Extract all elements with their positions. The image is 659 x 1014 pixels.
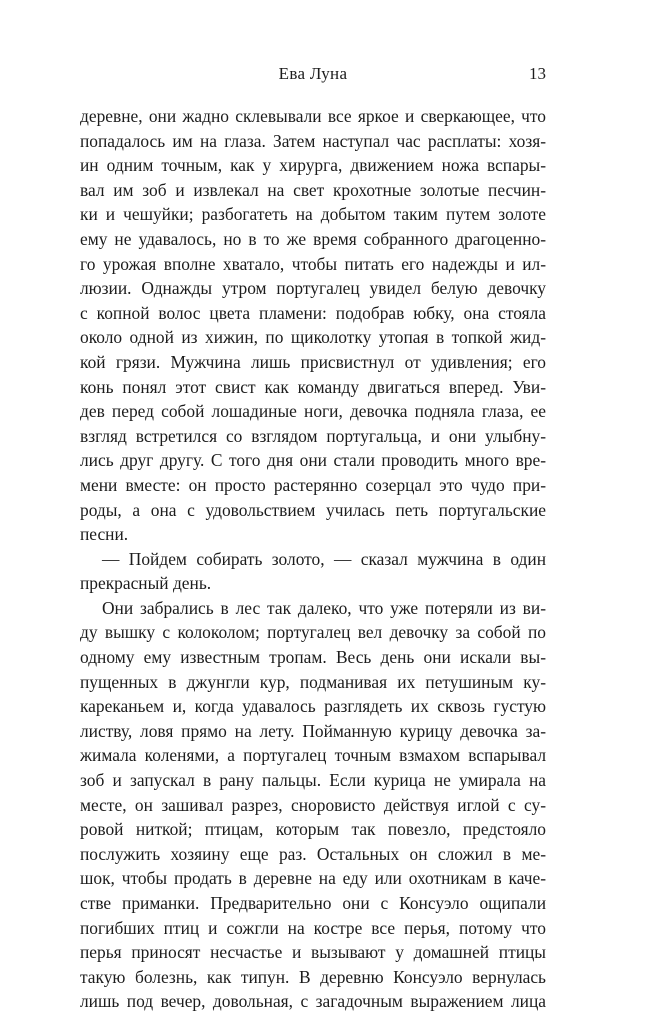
text-line: ровой ниткой; птицам, которым так повезло, предстояло: [80, 819, 546, 840]
text-line: мени вместе: он просто растерянно созерцал это чудо при-: [80, 474, 546, 495]
text-line: кареканьем и, когда удавалось разглядеть их сквозь густую: [80, 696, 546, 717]
text-line: листву, ловя прямо на лету. Пойманную курицу девочка за-: [80, 720, 546, 741]
text-line: жимала коленями, а португалец точным взмахом вспарывал: [80, 745, 546, 766]
text-line: Они забрались в лес так далеко, что уже потеряли из ви-: [102, 597, 546, 618]
text-line: попадалось им на глаза. Затем наступал час расплаты: хозя-: [80, 130, 546, 151]
body-text: [80, 104, 546, 1014]
text-line: дев перед собой лошадиные ноги, девочка подняла глаза, ее: [80, 401, 546, 422]
text-line: прекрасный день.: [80, 573, 212, 594]
text-line: с копной волос цвета пламени: подобрав юбку, она стояла: [80, 302, 546, 323]
text-line: конь понял этот свист как команду двигаться вперед. Уви-: [80, 376, 546, 397]
text-line: вал им зоб и извлекал на свет крохотные золотые песчин-: [80, 179, 546, 200]
page-header: [80, 64, 546, 86]
page-number: 13: [529, 64, 546, 83]
text-line: песни.: [80, 524, 129, 545]
text-line: шок, чтобы продать в деревне на еду или охотникам в каче-: [80, 868, 546, 889]
text-line: взгляд встретился со взглядом португальца, и они улыбну-: [80, 425, 546, 446]
text-line: стве приманки. Предварительно они с Консуэло ощипали: [80, 893, 546, 913]
text-line: деревне, они жадно склевывали все яркое и сверкающее, что: [80, 106, 546, 126]
text-line: роды, а она с удовольствием училась петь португальские: [80, 499, 546, 520]
text-line: лишь под вечер, довольная, с загадочным выражением лица: [80, 991, 546, 1012]
text-line: лись друг другу. С того дня они стали проводить много вре-: [80, 450, 546, 471]
text-line: около одной из хижин, по щиколотку утопая в топкой жид-: [80, 327, 546, 348]
text-line: пущенных в джунгли кур, подманивая их петушиным ку-: [80, 671, 546, 692]
text-line: го урожая вполне хватало, чтобы питать его надежды и ил-: [80, 253, 546, 274]
text-line: ин одним точным, как у хирурга, движением ножа вспары-: [80, 155, 546, 176]
text-line: одному ему известным тропам. Весь день они искали вы-: [80, 647, 546, 668]
text-line: погибших птиц и сожгли на костре все перья, потому что: [80, 917, 546, 938]
text-line: люзии. Однажды утром португалец увидел белую девочку: [80, 278, 546, 299]
text-line: кой грязи. Мужчина лишь присвистнул от удивления; его: [80, 351, 546, 372]
text-line: такую болезнь, как типун. В деревню Консуэло вернулась: [80, 966, 546, 987]
text-line: ки и чешуйки; разбогатеть на добытом таким путем золоте: [80, 204, 546, 225]
text-line: послужить хозяину еще раз. Остальных он сложил в ме-: [80, 843, 546, 864]
text-line: перья приносят несчастье и вызывают у домашней птицы: [80, 942, 546, 963]
running-title: Ева Луна: [278, 64, 348, 83]
text-line: ду вышку с колоколом; португалец вел девочку за собой по: [80, 622, 546, 643]
text-line: зоб и запускал в рану пальцы. Если курица не умирала на: [80, 770, 546, 791]
text-line: — Пойдем собирать золото, — сказал мужчина в один: [102, 548, 546, 569]
text-line: ему не удавалось, но в то же время собранного драгоценно-: [80, 228, 546, 249]
text-line: месте, он зашивал разрез, сноровисто действуя иглой с су-: [80, 794, 546, 815]
